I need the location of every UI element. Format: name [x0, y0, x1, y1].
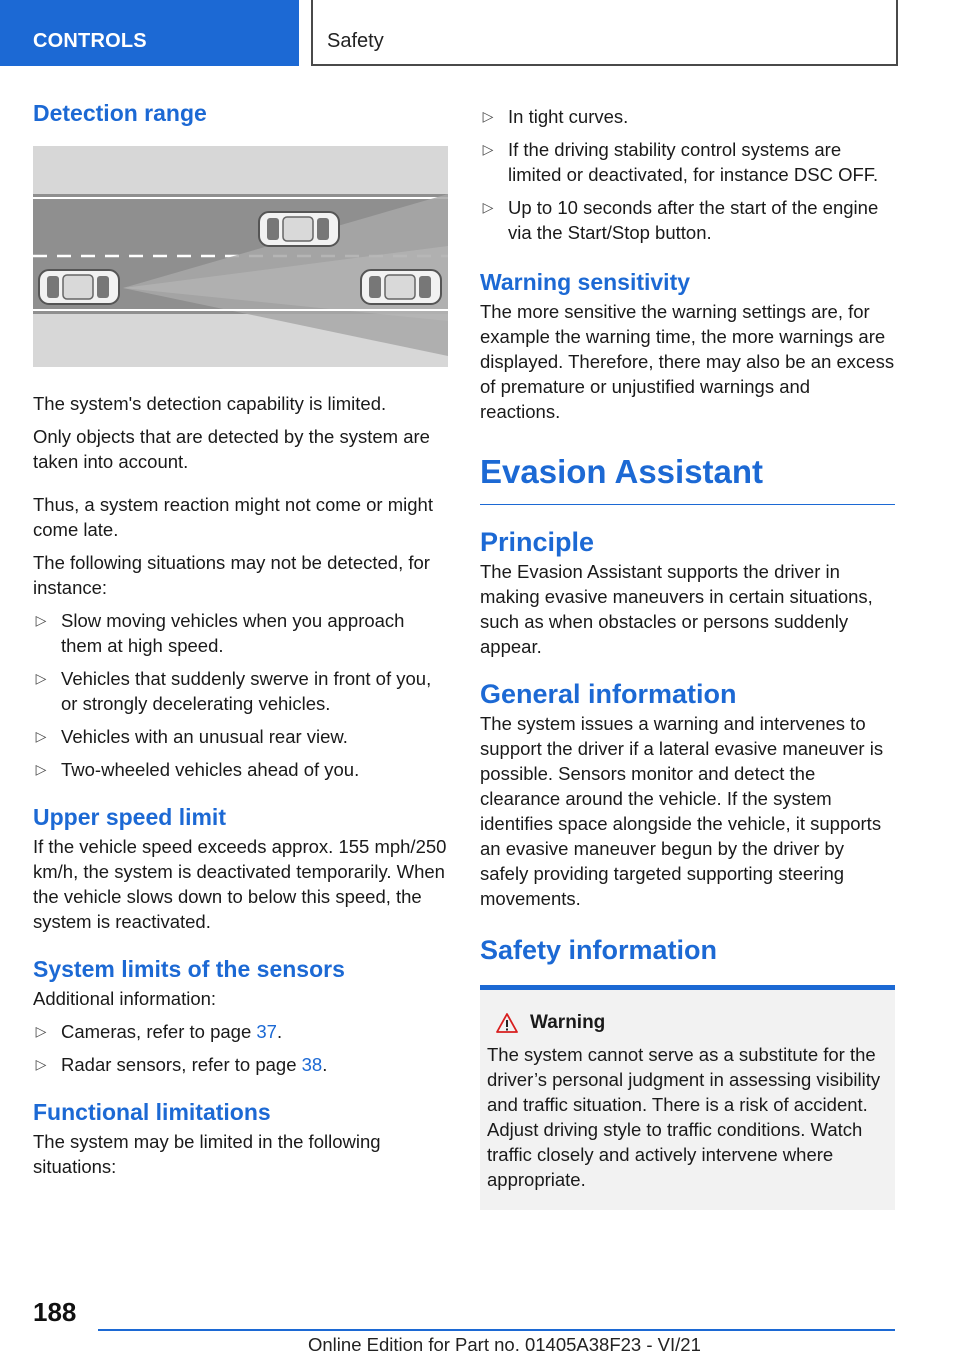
list-item-text: In tight curves. — [508, 106, 629, 127]
page-link-radar[interactable]: 38 — [301, 1054, 323, 1075]
list-item-text: Vehicles with an unusual rear view. — [61, 726, 348, 747]
warning-text: The system cannot serve as a substitute for the driver’s personal judgment in assessing visibility and traffic situation. There is a risk of accident. Adjust driving style to traffic conditions. Watch traffic closely and actively intervene where appropriate. — [487, 1044, 881, 1190]
sensor-limits-intro: Additional information: — [33, 988, 217, 1009]
triangle-right-icon: ▷ — [35, 728, 47, 744]
right-column — [480, 104, 895, 1210]
chapter-title: Safety — [327, 30, 384, 52]
period: . — [276, 1021, 283, 1042]
heading-safety-information: Safety information — [480, 935, 718, 965]
warning-sensitivity-text: The more sensitive the warning settings are, for example the warning time, the more warnings are displayed. Therefore, there may also be an excess of premature or unjustified warnings and reactions. — [480, 301, 895, 422]
left-column — [33, 98, 448, 1187]
footer-rule — [98, 1329, 895, 1331]
upper-speed-text: If the vehicle speed exceeds approx. 155 mph/250 km/h, the system is deactivated temporarily. When the vehicle slows down to below this speed, the system is reactivated. — [33, 836, 447, 932]
list-item — [480, 137, 895, 187]
list-item-text: Cameras, refer to page — [61, 1021, 257, 1042]
list-item — [33, 608, 448, 658]
triangle-right-icon: ▷ — [482, 141, 494, 157]
detection-list — [33, 608, 448, 782]
list-item-text: Slow moving vehicles when you approach them at high speed. — [61, 610, 405, 656]
warning-label: Warning — [530, 1012, 606, 1033]
road-diagram — [33, 146, 448, 367]
warning-header — [496, 1012, 888, 1034]
footer-edition: Online Edition for Part no. 01405A38F23 - VI/21 — [308, 1334, 701, 1355]
triangle-right-icon: ▷ — [35, 1056, 47, 1072]
detection-paragraph-4: The following situations may not be detected, for instance: — [33, 552, 430, 598]
list-item-text: Up to 10 seconds after the start of the engine via the Start/Stop button. — [508, 197, 879, 243]
list-item — [33, 666, 448, 716]
functional-limitations-text: The system may be limited in the following situations: — [33, 1131, 381, 1177]
section-tab — [0, 0, 299, 66]
triangle-right-icon: ▷ — [482, 108, 494, 124]
heading-functional-limitations: Functional limitations — [33, 1099, 271, 1125]
heading-warning-sensitivity: Warning sensitivity — [480, 269, 691, 295]
detection-paragraph-2: Only objects that are detected by the system are taken into account. — [33, 426, 430, 472]
heading-principle: Principle — [480, 527, 595, 557]
sensor-limits-list — [33, 1019, 448, 1077]
list-item — [33, 757, 448, 782]
triangle-right-icon: ▷ — [35, 761, 47, 777]
triangle-right-icon: ▷ — [35, 612, 47, 628]
list-item-text: If the driving stability control systems are limited or deactivated, for instance DSC OFF. — [508, 139, 879, 185]
detection-paragraph-1: The system's detection capability is limited. — [33, 393, 387, 414]
car-left-lane-icon — [259, 212, 339, 246]
page-number: 188 — [33, 1297, 77, 1327]
detection-range-illustration — [33, 146, 448, 367]
heading-sensor-limits: System limits of the sensors — [33, 956, 345, 982]
warning-triangle-icon — [496, 1013, 518, 1033]
car-ahead-icon — [361, 270, 441, 304]
list-item-text: Two-wheeled vehicles ahead of you. — [61, 759, 360, 780]
heading-upper-speed-limit: Upper speed limit — [33, 804, 226, 830]
chapter-tab — [311, 0, 898, 66]
list-item — [33, 1052, 448, 1077]
principle-text: The Evasion Assistant supports the driver in making evasive maneuvers in certain situations, such as when obstacles or persons suddenly appear. — [480, 561, 873, 657]
limitations-list — [480, 104, 895, 245]
list-item — [480, 104, 895, 129]
list-item — [33, 1019, 448, 1044]
list-item-text: Radar sensors, refer to page — [61, 1054, 302, 1075]
triangle-right-icon: ▷ — [35, 1023, 47, 1039]
heading-general-information: General information — [480, 679, 737, 709]
warning-box — [480, 985, 895, 1210]
chapter-heading-evasion-assistant: Evasion Assistant — [480, 450, 895, 505]
triangle-right-icon: ▷ — [35, 670, 47, 686]
list-item-text: Vehicles that suddenly swerve in front of you, or strongly decelerating vehicles. — [61, 668, 432, 714]
page-link-cameras[interactable]: 37 — [256, 1021, 277, 1042]
list-item — [33, 724, 448, 749]
period: . — [322, 1054, 328, 1075]
section-title: CONTROLS — [33, 30, 147, 52]
triangle-right-icon: ▷ — [482, 199, 494, 215]
heading-detection-range: Detection range — [33, 100, 207, 126]
list-item — [480, 195, 895, 245]
general-information-text: The system issues a warning and intervenes to support the driver if a lateral evasive maneuver is possible. Sensors monitor and detect the clearance around the vehicle. If the system identifies space alongside the vehicle, it supports an evasive maneuver begun by the driver by safely providing targeted supporting steering movements. — [480, 713, 884, 909]
own-car-icon — [39, 270, 119, 304]
detection-paragraph-3: Thus, a system reaction might not come or might come late. — [33, 494, 433, 540]
